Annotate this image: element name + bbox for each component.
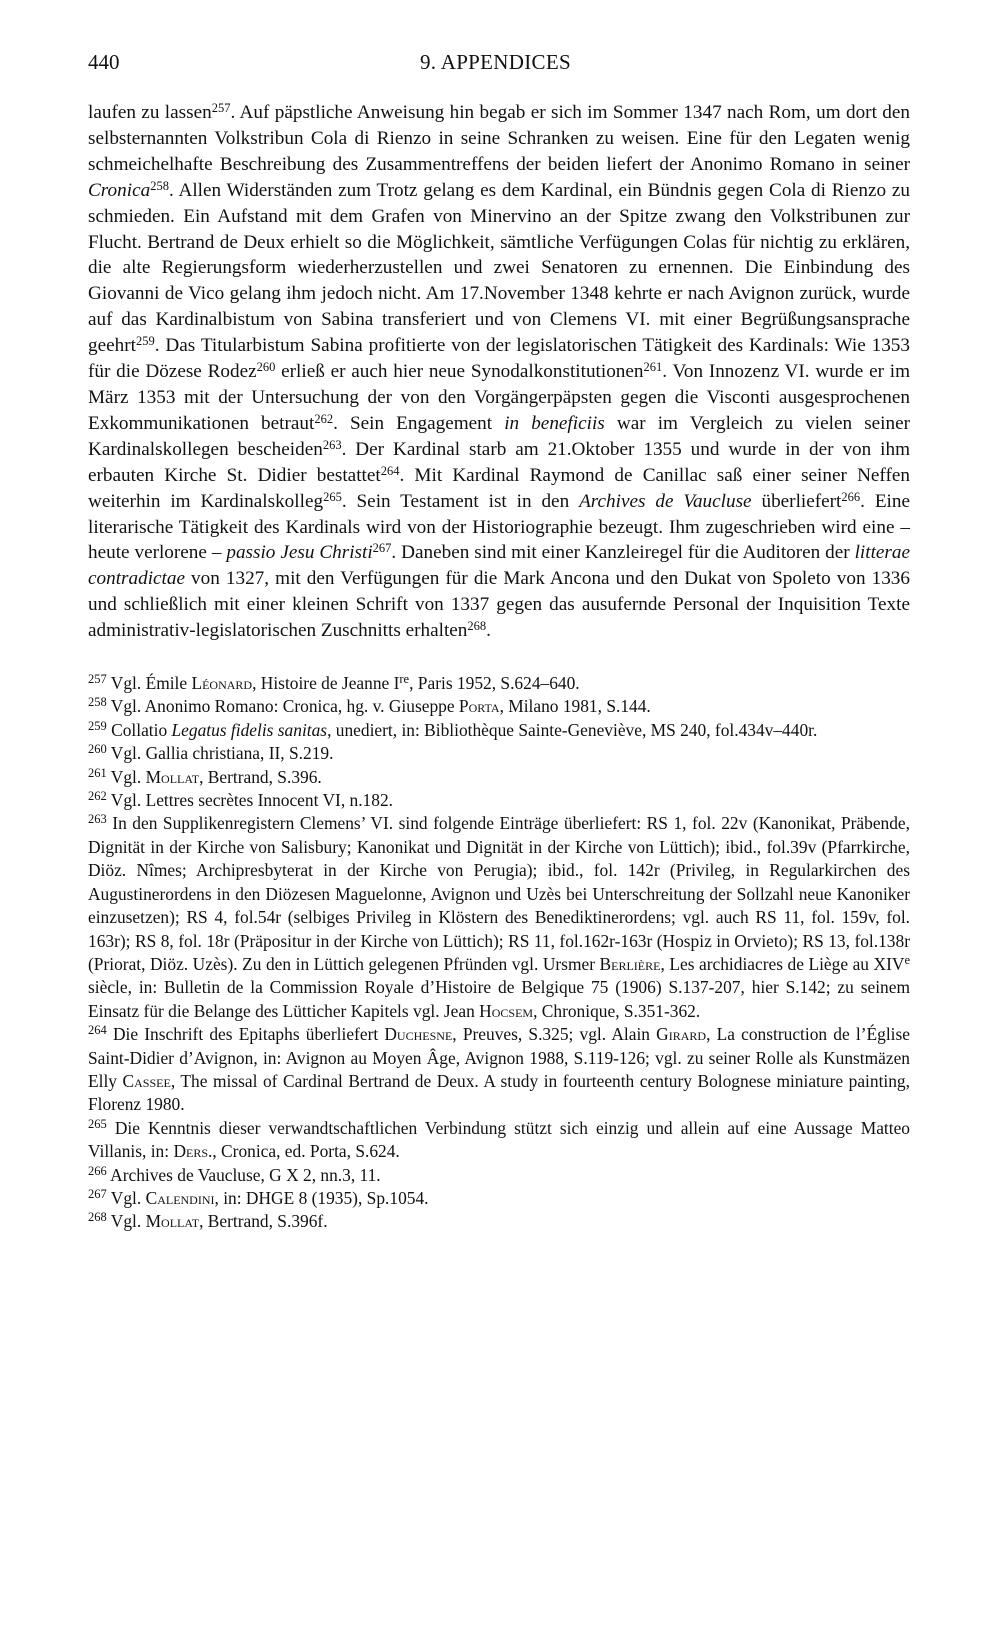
text-run: , Bertrand, S.396. xyxy=(199,766,322,787)
text-run: . xyxy=(486,620,491,642)
footnote-ref: re xyxy=(399,672,410,687)
text-run: . Von Innozenz VI. wurde er im März 1353 mit der Untersuchung der von den Vorgängerpäpsten gegen die Visconti ausgesprochenen Exkommunikationen betraut xyxy=(88,361,911,434)
author-name: Berlière xyxy=(599,953,661,974)
text-run: Vgl. xyxy=(110,1187,146,1208)
footnote xyxy=(88,1164,910,1187)
footnote-number: 267 xyxy=(88,1186,107,1201)
footnote xyxy=(88,1187,910,1210)
footnote-ref: e xyxy=(904,952,911,967)
text-run: , Histoire de Jeanne I xyxy=(252,673,400,694)
text-run: laufen zu lassen xyxy=(88,102,212,123)
footnote-number: 264 xyxy=(88,1023,107,1038)
footnote xyxy=(88,1117,910,1164)
author-name: Duchesne xyxy=(384,1024,453,1045)
footnote-ref: 259 xyxy=(135,334,155,349)
footnote-ref: 268 xyxy=(467,619,487,634)
text-run: . Daneben sind mit einer Kanzleiregel für die Auditoren der xyxy=(391,542,855,564)
text-run: Vgl. Anonimo Romano: Cronica, hg. v. Giuseppe xyxy=(110,696,459,717)
text-run: Archives de Vaucluse, G X 2, nn.3, 11. xyxy=(110,1164,381,1185)
footnote-ref: 261 xyxy=(643,360,663,375)
body-paragraph xyxy=(88,100,910,644)
footnote xyxy=(88,742,910,765)
author-name: Mollat xyxy=(145,1211,200,1232)
running-head: 9. APPENDICES xyxy=(420,50,571,74)
text-run: , The missal of Cardinal Bertrand de Deux. A study in fourteenth century Bolognese miniature painting, Florenz 1980. xyxy=(88,1070,910,1115)
text-run: Vgl. Lettres secrètes Innocent VI, n.182. xyxy=(110,790,393,811)
text-run: . Auf päpstliche Anweisung hin begab er sich im Sommer 1347 nach Rom, um dort den selbsternannten Volkstribun Cola di Rienzo in seine Schranken zu weisen. Eine für den Legaten wenig schmeichelhafte Beschreibung des Zusammentreffens der beiden liefert der Anonimo Romano in seiner xyxy=(88,102,910,175)
text-run: , Bertrand, S.396f. xyxy=(199,1211,328,1232)
text-run: In den Supplikenregistern Clemens’ VI. sind folgende Einträge überliefert: RS 1, fol. 22v (Kanonikat, Präbende, Dignität in der Kirche von Salisbury; Kanonikat und Dignität in der Kirche von Lüttich); ibid., fol.39v (Pfarrkirche, Diöz. Nîmes; Archipresbyterat in der Kirche von Perugia); ibid., fol. 142r (Privileg, in Regularkirchen des Augustinerordens in den Diözesen Maguelonne, Avignon und Uzès bei Unterschreitung der Sollzahl neue Kanoniker einzusetzen); RS 4, fol.54r (selbiges Privileg in Klöstern des Benediktinerordens; vgl. auch RS 11, fol. 159v, fol. 163r); RS 8, fol. 18r (Präpositur in der Kirche von Lüttich); RS 11, fol.162r-163r (Hospiz in Orvieto); RS 13, fol.138r (Priorat, Diöz. Uzès). Zu den in Lüttich gelegenen Pfründen vgl. Ursmer xyxy=(88,813,910,974)
footnote-ref: 264 xyxy=(380,463,400,478)
text-run: . Eine literarische Tätigkeit des Kardinals wird von der Historiographie bezeugt. Ihm zugeschrieben wird eine – heute verlorene – xyxy=(88,490,910,564)
text-run: Vgl. Émile xyxy=(110,673,192,694)
footnote-ref: 260 xyxy=(256,360,276,375)
footnote-ref: 258 xyxy=(150,178,169,193)
text-run: siècle, in: Bulletin de la Commission Royale d’Histoire de Belgique 75 (1906) S.137-207, hier S.142; zu seinem Einsatz für die Belange des Lütticher Kapitels vgl. Jean xyxy=(88,977,910,1021)
text-run: , Cronica, ed. Porta, S.624. xyxy=(212,1141,400,1162)
footnote-number: 258 xyxy=(88,695,107,710)
footnote-ref: 263 xyxy=(322,437,342,452)
text-run: überliefert xyxy=(751,490,842,512)
text-run: , Milano 1981, S.144. xyxy=(499,696,651,717)
text-run: Collatio xyxy=(111,719,172,740)
italic-text: in beneficiis xyxy=(504,412,605,434)
footnote-number: 266 xyxy=(88,1163,107,1178)
footnote xyxy=(88,695,910,718)
italic-text: litterae contradictae xyxy=(88,542,911,590)
italic-text: Legatus fidelis sanitas xyxy=(171,719,328,740)
footnote xyxy=(88,1210,910,1233)
footnote-number: 265 xyxy=(88,1116,107,1131)
text-run: , La construction de l’Église Saint-Didier d’Avignon, in: Avignon au Moyen Âge, Avignon 1988, S.119-126; vgl. zu seiner Rolle als Kunstmäzen Elly xyxy=(88,1024,910,1091)
footnote-ref: 267 xyxy=(372,541,392,556)
text-run: Die Inschrift des Epitaphs überliefert xyxy=(112,1024,385,1045)
author-name: Calendini xyxy=(145,1187,215,1208)
footnote-number: 262 xyxy=(88,789,107,804)
footnote xyxy=(88,812,910,1023)
text-run: war im Vergleich zu vielen seiner Kardinalskollegen bescheiden xyxy=(88,412,911,460)
footnote xyxy=(88,789,910,812)
footnote-number: 257 xyxy=(88,672,107,687)
footnote xyxy=(88,719,910,742)
text-run: Vgl. xyxy=(110,1211,146,1232)
author-name: Mollat xyxy=(145,766,200,787)
footnote-ref: 257 xyxy=(211,101,231,115)
text-run: erließ er auch hier neue Synodalkonstitutionen xyxy=(275,361,644,383)
text-run: Vgl. Gallia christiana, II, S.219. xyxy=(110,743,334,764)
text-run: . Mit Kardinal Raymond de Canillac saß einer seiner Neffen weiterhin im Kardinalskolleg xyxy=(88,464,910,512)
text-run: . Der Kardinal starb am 21.Oktober 1355 und wurde in der von ihm erbauten Kirche St. Didier bestattet xyxy=(88,438,911,486)
footnote-number: 263 xyxy=(88,812,107,827)
italic-text: Archives de Vaucluse xyxy=(579,490,752,512)
text-run: von 1327, mit den Verfügungen für die Mark Ancona und den Dukat von Spoleto von 1336 und schließlich mit einer kleinen Schrift von 1337 gegen das ausufernde Personal der Inquisition Texte administrativ-legislatorischen Zuschnitts erhalten xyxy=(88,568,910,642)
footnote-ref: 265 xyxy=(323,489,342,504)
page-header xyxy=(88,46,910,82)
footnote xyxy=(88,766,910,789)
author-name: Ders. xyxy=(173,1141,213,1162)
italic-text: passio Jesu Christi xyxy=(226,542,373,564)
body-text xyxy=(88,100,910,644)
footnote-number: 268 xyxy=(88,1210,107,1225)
footnote-number: 260 xyxy=(88,742,107,757)
footnote-number: 259 xyxy=(88,718,107,733)
author-name: Hocsem xyxy=(479,1000,534,1021)
text-run: . Das Titularbistum Sabina profitierte von der legislatorischen Tätigkeit des Kardinals: Wie 1353 für die Dözese Rodez xyxy=(88,335,910,383)
footnote xyxy=(88,1023,910,1117)
text-run: . Allen Widerständen zum Trotz gelang es dem Kardinal, ein Bündnis gegen Cola di Rienzo zu schmieden. Ein Aufstand mit dem Grafen von Minervino an der Spitze zwang den Volkstribunen zur Flucht. Bertrand de Deux erhielt so die Möglichkeit, sämtliche Verfügungen Colas für nichtig zu erklären, die alte Regierungsform wiederherzustellen und zwei Senatoren zu ernennen. Die Einbindung des Giovanni de Vico gelang ihm jedoch nicht. Am 17.November 1348 kehrte er nach Avignon zurück, wurde auf das Kardinalbistum von Sabina transferiert und von Clemens VI. mit einer Begrüßungsansprache geehrt xyxy=(88,179,910,357)
text-run: Die Kenntnis dieser verwandtschaftlichen Verbindung stützt sich einzig und allein auf eine Aussage Matteo Villanis, in: xyxy=(88,1117,910,1162)
author-name: Léonard xyxy=(191,673,253,694)
italic-text: Cronica xyxy=(88,179,151,201)
author-name: Cassee xyxy=(122,1070,171,1091)
footnote-ref: 262 xyxy=(314,411,334,426)
text-run: , unediert, in: Bibliothèque Sainte-Geneviève, MS 240, fol.434v–440r. xyxy=(327,719,818,740)
text-run: Vgl. xyxy=(110,766,146,787)
author-name: Porta xyxy=(458,696,500,717)
footnote xyxy=(88,672,910,695)
text-run: , Paris 1952, S.624–640. xyxy=(409,673,580,694)
text-run: , Preuves, S.325; vgl. Alain xyxy=(452,1024,657,1045)
text-run: , Les archidiacres de Liège au XIV xyxy=(660,953,905,974)
footnotes xyxy=(88,672,910,1234)
footnote-ref: 266 xyxy=(841,489,861,504)
text-run: , in: DHGE 8 (1935), Sp.1054. xyxy=(214,1187,429,1208)
author-name: Girard xyxy=(656,1024,707,1045)
page-number: 440 xyxy=(88,50,120,74)
footnote-number: 261 xyxy=(88,765,107,780)
text-run: . Sein Testament ist in den xyxy=(341,490,580,512)
text-run: . Sein Engagement xyxy=(333,412,505,434)
text-run: , Chronique, S.351-362. xyxy=(533,1000,701,1021)
